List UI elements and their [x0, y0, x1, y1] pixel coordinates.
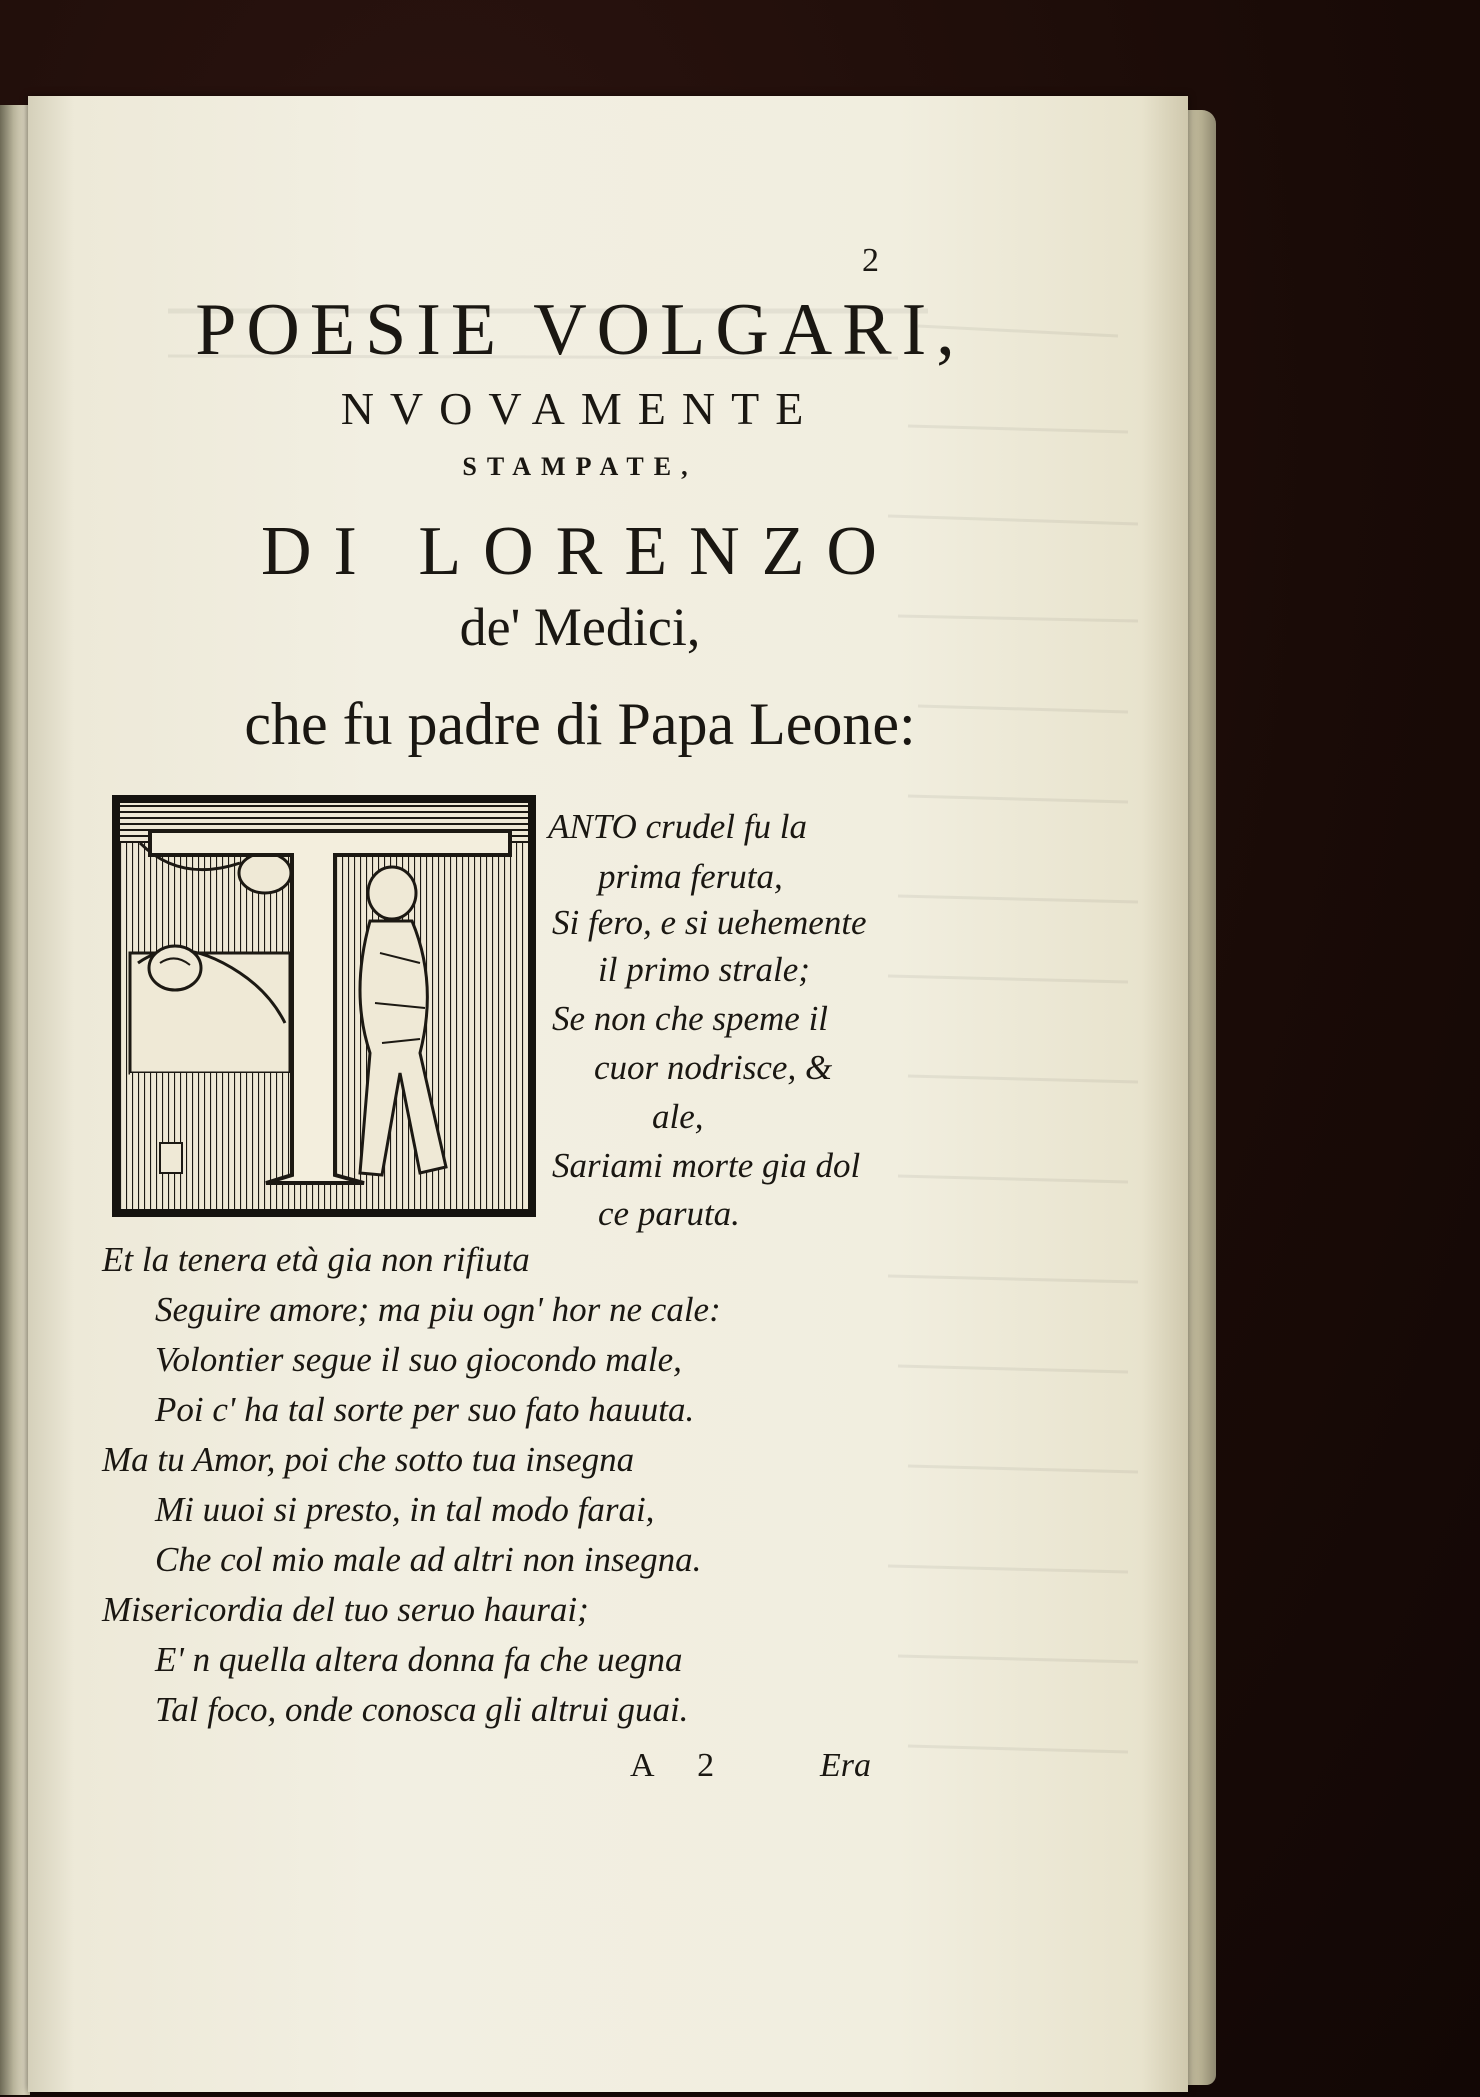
woodcut-illustration: [120, 803, 528, 1209]
verse-beside-initial: ANTO crudel fu la: [548, 807, 807, 846]
verse-beside-initial: il primo strale;: [598, 950, 810, 989]
verse-line: Ma tu Amor, poi che sotto tua insegna: [102, 1440, 635, 1479]
verse-beside-initial: Se non che speme il: [552, 999, 829, 1038]
left-page-edge: [0, 105, 30, 2095]
page-number: 2: [862, 242, 879, 279]
verse-line: E' n quella altera donna fa che uegna: [155, 1640, 683, 1679]
verse-line: Et la tenera età gia non rifiuta: [102, 1240, 530, 1279]
verse-line: Tal foco, onde conosca gli altrui guai.: [155, 1690, 689, 1729]
title-line-2: NVOVAMENTE: [340, 383, 820, 434]
verse-beside-initial: ale,: [652, 1097, 704, 1136]
verse-line: Mi uuoi si presto, in tal modo farai,: [155, 1490, 655, 1529]
verse-line: Poi c' ha tal sorte per suo fato hauuta.: [155, 1390, 695, 1429]
catchword: Era: [820, 1747, 871, 1784]
verse-line: Che col mio male ad altri non insegna.: [155, 1540, 702, 1579]
title-line-1: POESIE VOLGARI,: [195, 289, 965, 371]
title-line-6: che fu padre di Papa Leone:: [244, 691, 916, 757]
title-line-3: STAMPATE,: [462, 452, 698, 481]
verse-beside-initial: Sariami morte gia dol: [552, 1146, 861, 1185]
verse-line: Seguire amore; ma piu ogn' hor ne cale:: [155, 1290, 721, 1329]
verse-line: Volontier segue il suo giocondo male,: [155, 1340, 682, 1379]
verse-beside-initial: ce paruta.: [598, 1194, 740, 1233]
woodcut-initial: [112, 795, 536, 1217]
verse-line: Misericordia del tuo seruo haurai;: [102, 1590, 589, 1629]
title-line-4: DI LORENZO: [261, 513, 899, 590]
verse-beside-initial: prima feruta,: [598, 857, 783, 896]
verse-beside-initial: cuor nodrisce, &: [594, 1048, 833, 1087]
verse-beside-initial: Si fero, e si uehemente: [552, 903, 867, 942]
signature-mark: A 2: [630, 1747, 733, 1784]
title-line-5: de' Medici,: [459, 597, 701, 657]
